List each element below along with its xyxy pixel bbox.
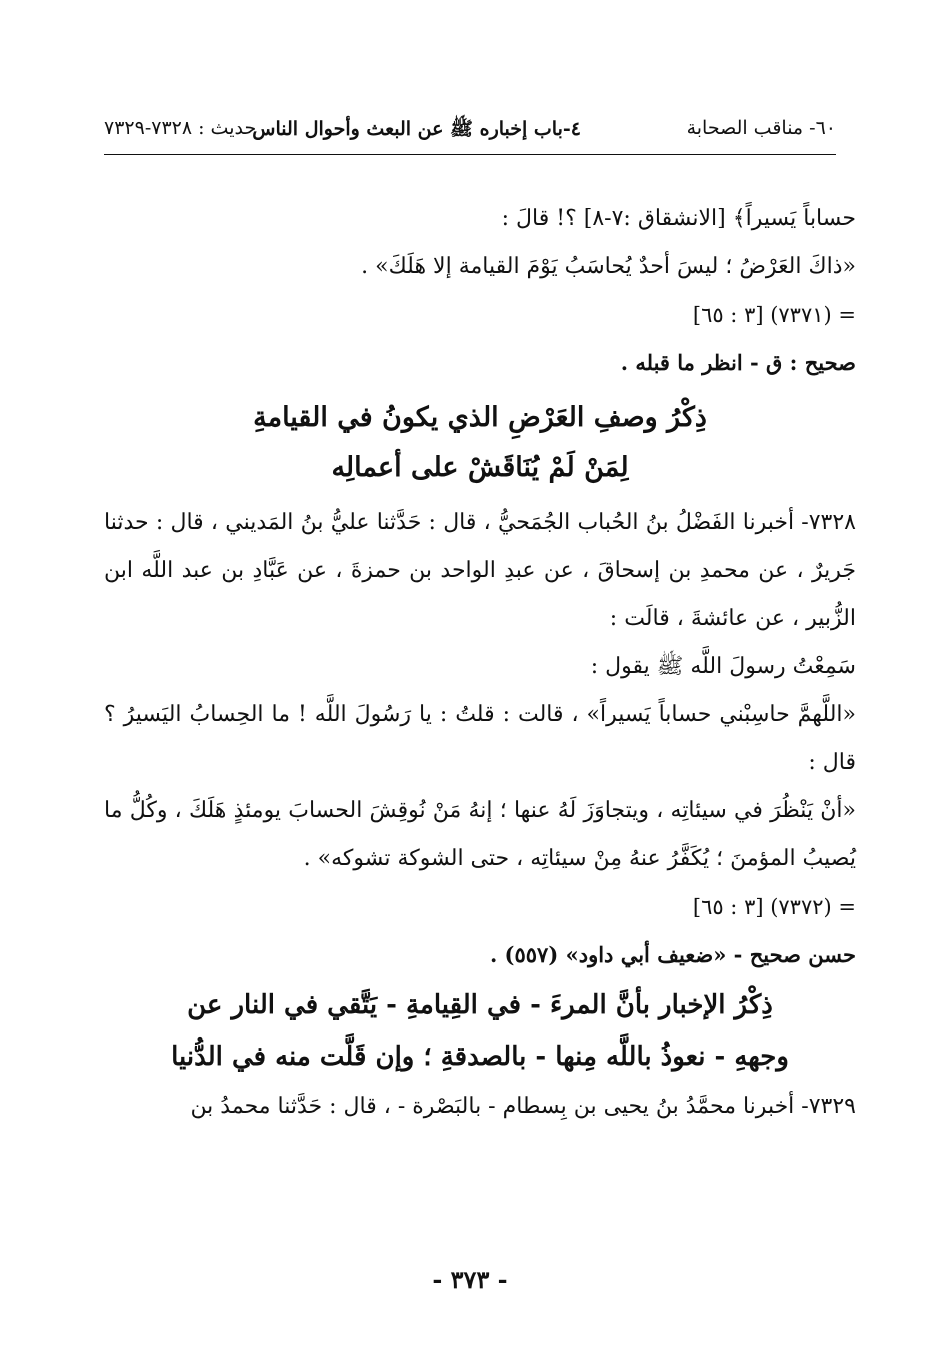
hadith-grade: صحيح : ق - انظر ما قبله . xyxy=(620,350,856,375)
section-heading-1-line-2: لِمَنْ لَمْ يُنَاقَشْ على أعمالِه xyxy=(331,452,629,483)
header-book-section: ٦٠- مناقب الصحابة xyxy=(686,117,836,139)
section-heading-1 xyxy=(104,393,856,493)
hadith-7329-chain: ٧٣٢٩- أخبرنا محمَّدُ بنُ يحيى بن بِسطام - بالبَصْرة - ، قال : حَدَّثنا محمدُ بن xyxy=(190,1094,856,1119)
hadith-7328-chain: ٧٣٢٨- أخبرنا الفَضْلُ بنُ الحُباب الجُمَحيُّ ، قال : حَدَّثنا عليُّ بنُ المَديني ، قال : حدثنا جَريرٌ ، عن محمدِ بن إسحاقَ ، عن عبدِ الواحد بن حمزةَ ، عن عَبَّادِ بن عبد اللَّه ابن الزُّبير ، عن عائشةَ ، قالَت : xyxy=(104,510,856,631)
page-number: - ٣٧٣ - xyxy=(432,1265,508,1294)
running-header xyxy=(104,117,836,147)
hadith-7328-answer: «أنْ يَنْظُرَ في سيئاتِه ، ويتجاوَزَ لَهُ عنها ؛ إنهُ مَنْ نُوقِشَ الحسابَ يومئذٍ هَلَكَ ، وكُلُّ ما يُصيبُ المؤمنَ ؛ يُكَفَّرُ عنهُ مِنْ سيئاتِه ، حتى الشوكة تشوكه» . xyxy=(104,798,856,871)
header-divider xyxy=(104,154,836,155)
section-heading-2: ذِكْرُ الإخبار بأنَّ المرءَ - في القِيامةِ - يَتَّقي في النار عن وجههِ - نعوذُ باللَّه مِنها - بالصدقةِ ؛ وإن قَلَّت منه في الدُّنيا xyxy=(171,990,789,1072)
cross-reference: = (٧٣٧١) [٣ : ٦٥] xyxy=(692,303,856,327)
page-body xyxy=(104,195,856,1131)
hadith-grade-2: حسن صحيح - «ضعيف أبي داود» (٥٥٧) . xyxy=(489,942,856,967)
hadith-7328-text: «اللَّهمَّ حاسِبْني حساباً يَسيراً» ، قالت : قلتُ : يا رَسُولَ اللَّه ! ما الحِسابُ اليَسيرُ ؟ قال : xyxy=(104,702,856,775)
verse-continuation-line: حساباً يَسيراً﴾ [الانشقاق :٧-٨] ؟! قالَ : xyxy=(501,206,856,231)
section-heading-1-line-1: ذِكْرُ وصفِ العَرْضِ الذي يكونُ في القيامةِ xyxy=(253,402,707,433)
header-hadith-range: حديث : ٧٣٢٨-٧٣٢٩ xyxy=(104,117,257,139)
header-chapter-title: ٤-باب إخباره ﷺ عن البعث وأحوال الناس xyxy=(252,118,581,140)
hadith-7328-narration-intro: سَمِعْتُ رسولَ اللَّه ﷺ يقول : xyxy=(590,654,856,679)
cross-reference-2: = (٧٣٧٢) [٣ : ٦٥] xyxy=(692,895,856,919)
hadith-quote-line: «ذاكَ العَرْضُ ؛ ليسَ أحدٌ يُحاسَبُ يَوْمَ القيامة إلا هَلَكَ» . xyxy=(361,254,856,279)
